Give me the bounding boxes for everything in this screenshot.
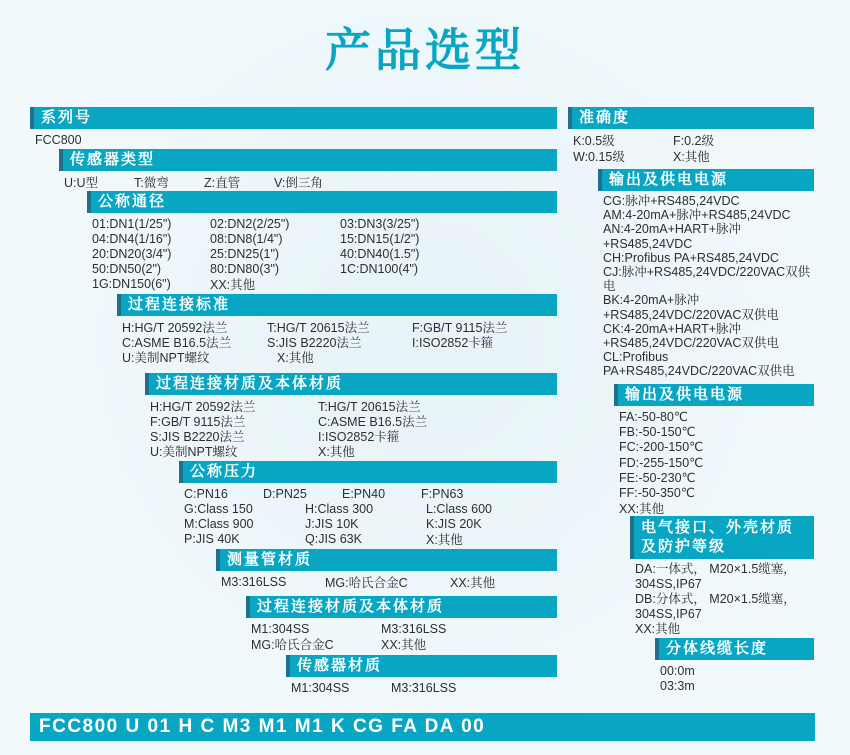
section-nominal-diameter-options xyxy=(87,213,557,291)
option-item: 00:0m xyxy=(660,663,695,678)
option-item: X:其他 xyxy=(426,532,463,547)
option-row xyxy=(221,574,557,589)
section-output-and-power-supply-options xyxy=(598,191,814,379)
option-item: C:ASME B16.5法兰 xyxy=(318,414,428,429)
section-remote-cable-length-header xyxy=(655,638,814,660)
option-row xyxy=(184,486,557,501)
option-row xyxy=(635,622,814,637)
option-row xyxy=(635,592,814,622)
option-item: Z:直管 xyxy=(204,175,241,190)
option-item: DA:一体式， M20×1.5缆塞，304SS,IP67 xyxy=(635,562,796,591)
option-row xyxy=(603,208,814,222)
option-item: T:HG/T 20615法兰 xyxy=(318,399,421,414)
option-item: M1:304SS xyxy=(251,621,310,636)
option-item: AM:4-20mA+脉冲+RS485,24VDC xyxy=(603,208,791,223)
option-item: 03:DN3(3/25") xyxy=(340,216,420,231)
option-row xyxy=(92,246,557,261)
example-order-code-bar xyxy=(30,713,815,741)
option-item: 01:DN1(1/25") xyxy=(92,216,172,231)
option-item: X:其他 xyxy=(277,350,314,365)
option-item: L:Class 600 xyxy=(426,501,493,516)
section-process-connection-material-1 xyxy=(145,373,557,458)
option-item: C:ASME B16.5法兰 xyxy=(122,335,232,350)
section-title: 准确度 xyxy=(579,109,631,126)
option-row xyxy=(251,636,557,651)
option-item: FD:-255-150℃ xyxy=(619,455,704,470)
option-item: 08:DN8(1/4") xyxy=(210,231,283,246)
section-electrical-interface-housing xyxy=(630,516,814,637)
option-item: 50:DN50(2") xyxy=(92,261,162,276)
option-row xyxy=(660,679,814,695)
section-nominal-pressure-options xyxy=(179,483,557,546)
option-item: F:PN63 xyxy=(421,486,464,501)
option-row xyxy=(619,409,814,424)
section-process-connection-standard-header xyxy=(117,294,557,316)
option-item: FE:-50-230℃ xyxy=(619,470,696,485)
option-item: P:JIS 40K xyxy=(184,531,240,546)
option-item: XX:其他 xyxy=(635,622,681,636)
section-measuring-tube-material-options xyxy=(216,571,557,589)
section-sensor-material-header xyxy=(286,655,557,677)
section-remote-cable-length xyxy=(655,638,814,694)
section-title: 传感器材质 xyxy=(297,657,383,674)
option-item: BK:4-20mA+脉冲+RS485,24VDC/220VAC双供电 xyxy=(603,293,779,322)
option-item: FA:-50-80℃ xyxy=(619,410,688,425)
option-row xyxy=(184,531,557,546)
option-item: MG:哈氏合金C xyxy=(251,637,334,652)
section-nominal-pressure-header xyxy=(179,461,557,483)
option-item: F:0.2级 xyxy=(673,134,714,148)
option-item: CJ:脉冲+RS485,24VDC/220VAC双供电 xyxy=(603,265,811,294)
option-item: C:PN16 xyxy=(184,486,228,501)
section-accuracy-options xyxy=(568,129,814,164)
option-row xyxy=(603,222,814,250)
option-item: FCC800 xyxy=(35,132,82,147)
option-item: W:0.15级 xyxy=(573,150,625,164)
option-row xyxy=(573,148,814,164)
option-item: CK:4-20mA+HART+脉冲+RS485,24VDC/220VAC双供电 xyxy=(603,321,779,351)
option-item: XX:其他 xyxy=(210,277,256,292)
section-process-connection-standard-options xyxy=(117,316,557,364)
option-item: V:倒三角 xyxy=(274,175,323,190)
option-item: CG:脉冲+RS485,24VDC xyxy=(603,194,740,208)
option-item: M3:316LSS xyxy=(381,621,447,636)
option-item: S:JIS B2220法兰 xyxy=(150,429,245,444)
option-item: U:美制NPT螺纹 xyxy=(150,444,238,459)
section-title: 电气接口、外壳材质及防护等级 xyxy=(641,519,795,555)
section-remote-cable-length-options xyxy=(655,660,814,694)
option-item: CH:Profibus PA+RS485,24VDC xyxy=(603,250,779,265)
option-item: K:JIS 20K xyxy=(426,516,482,531)
option-item: U:U型 xyxy=(64,175,99,190)
option-row xyxy=(122,349,557,364)
option-item: T:HG/T 20615法兰 xyxy=(267,320,370,335)
option-row xyxy=(64,174,557,189)
option-item: 02:DN2(2/25") xyxy=(210,216,290,231)
section-nominal-diameter xyxy=(87,191,557,291)
section-title: 过程连接标准 xyxy=(128,296,231,313)
option-item: 25:DN25(1") xyxy=(210,246,280,261)
option-row xyxy=(660,663,814,679)
option-row xyxy=(635,562,814,592)
option-item: 04:DN4(1/16") xyxy=(92,231,172,246)
option-item: H:HG/T 20592法兰 xyxy=(122,320,228,335)
section-process-connection-material-2-header xyxy=(246,596,557,618)
option-row xyxy=(573,132,814,148)
option-row xyxy=(603,293,814,321)
option-item: I:ISO2852卡箍 xyxy=(412,335,494,350)
option-row xyxy=(619,439,814,454)
option-item: AN:4-20mA+HART+脉冲+RS485,24VDC xyxy=(603,222,742,251)
option-item: H:HG/T 20592法兰 xyxy=(150,399,256,414)
section-title: 公称通径 xyxy=(98,193,167,210)
option-item: DB:分体式， M20×1.5缆塞，304SS,IP67 xyxy=(635,592,796,621)
option-item: F:GB/T 9115法兰 xyxy=(412,320,508,335)
option-item: E:PN40 xyxy=(342,486,386,501)
section-title: 测量管材质 xyxy=(227,551,313,568)
section-title: 输出及供电电源 xyxy=(625,386,745,403)
section-sensor-material xyxy=(286,655,557,695)
option-item: FB:-50-150℃ xyxy=(619,425,696,440)
option-item: M1:304SS xyxy=(291,680,350,695)
section-process-connection-standard xyxy=(117,294,557,364)
option-row xyxy=(603,350,814,378)
section-process-connection-material-2-options xyxy=(246,618,557,651)
option-item: 1C:DN100(4") xyxy=(340,261,419,276)
section-nominal-diameter-header xyxy=(87,191,557,213)
option-item: M:Class 900 xyxy=(184,516,254,531)
section-output-and-power-supply xyxy=(598,169,814,379)
option-item: U:美制NPT螺纹 xyxy=(122,350,210,365)
option-item: D:PN25 xyxy=(263,486,307,501)
option-row xyxy=(619,470,814,485)
section-temperature-range-header xyxy=(614,384,814,406)
section-title: 分体线缆长度 xyxy=(666,640,769,657)
section-series-number-header xyxy=(30,107,557,129)
section-nominal-pressure xyxy=(179,461,557,546)
option-row xyxy=(619,455,814,470)
option-item: XX:其他 xyxy=(619,501,665,516)
option-item: M3:316LSS xyxy=(221,574,287,589)
section-output-and-power-supply-header xyxy=(598,169,814,191)
option-row xyxy=(92,231,557,246)
section-measuring-tube-material-header xyxy=(216,549,557,571)
option-item: Q:JIS 63K xyxy=(305,531,362,546)
option-item: X:其他 xyxy=(318,444,355,459)
option-item: S:JIS B2220法兰 xyxy=(267,335,362,350)
option-item: 03:3m xyxy=(660,679,695,694)
section-process-connection-material-2 xyxy=(246,596,557,651)
option-row xyxy=(619,500,814,515)
option-item: MG:哈氏合金C xyxy=(325,575,408,590)
option-item: I:ISO2852卡箍 xyxy=(318,429,400,444)
option-item: J:JIS 10K xyxy=(305,516,359,531)
option-item: X:其他 xyxy=(673,150,710,164)
section-sensor-type-header xyxy=(59,149,557,171)
option-item: FF:-50-350℃ xyxy=(619,486,695,501)
option-item: FC:-200-150℃ xyxy=(619,440,704,455)
option-row xyxy=(92,276,557,291)
option-item: 40:DN40(1.5") xyxy=(340,246,420,261)
section-process-connection-material-1-header xyxy=(145,373,557,395)
section-electrical-interface-housing-options xyxy=(630,559,814,637)
section-accuracy-header xyxy=(568,107,814,129)
option-row xyxy=(35,132,557,147)
section-temperature-range-options xyxy=(614,406,814,515)
section-title: 系列号 xyxy=(41,109,93,126)
option-item: XX:其他 xyxy=(450,575,496,590)
option-item: XX:其他 xyxy=(381,637,427,652)
option-item: K:0.5级 xyxy=(573,134,615,148)
section-sensor-material-options xyxy=(286,677,557,695)
option-row xyxy=(603,265,814,293)
option-row xyxy=(603,251,814,265)
section-accuracy xyxy=(568,107,814,164)
option-row xyxy=(291,680,557,695)
option-row xyxy=(92,216,557,231)
option-item: CL:Profibus PA+RS485,24VDC/220VAC双供电 xyxy=(603,350,795,379)
section-electrical-interface-housing-header xyxy=(630,516,814,559)
option-item: 80:DN80(3") xyxy=(210,261,280,276)
option-row xyxy=(150,443,557,458)
page-title: 产品选型 xyxy=(325,24,525,76)
option-item: T:微弯 xyxy=(134,175,169,190)
section-series-number xyxy=(30,107,557,147)
option-item: H:Class 300 xyxy=(305,501,374,516)
option-row xyxy=(603,194,814,208)
section-title: 输出及供电电源 xyxy=(609,171,729,188)
section-measuring-tube-material xyxy=(216,549,557,589)
option-item: 20:DN20(3/4") xyxy=(92,246,172,261)
option-item: 1G:DN150(6") xyxy=(92,276,171,291)
section-series-number-options xyxy=(30,129,557,147)
section-sensor-type-options xyxy=(59,171,557,189)
example-order-code: FCC800 U 01 H C M3 M1 M1 K CG FA DA 00 xyxy=(39,716,486,737)
section-title: 过程连接材质及本体材质 xyxy=(156,375,344,392)
section-temperature-range xyxy=(614,384,814,515)
section-title: 公称压力 xyxy=(190,463,259,480)
section-title: 传感器类型 xyxy=(70,151,156,168)
option-row xyxy=(603,322,814,350)
option-item: G:Class 150 xyxy=(184,501,253,516)
section-sensor-type xyxy=(59,149,557,189)
option-item: 15:DN15(1/2") xyxy=(340,231,420,246)
option-item: F:GB/T 9115法兰 xyxy=(150,414,246,429)
option-row xyxy=(619,424,814,439)
section-process-connection-material-1-options xyxy=(145,395,557,458)
option-item: M3:316LSS xyxy=(391,680,457,695)
section-title: 过程连接材质及本体材质 xyxy=(257,598,445,615)
option-row xyxy=(184,501,557,516)
